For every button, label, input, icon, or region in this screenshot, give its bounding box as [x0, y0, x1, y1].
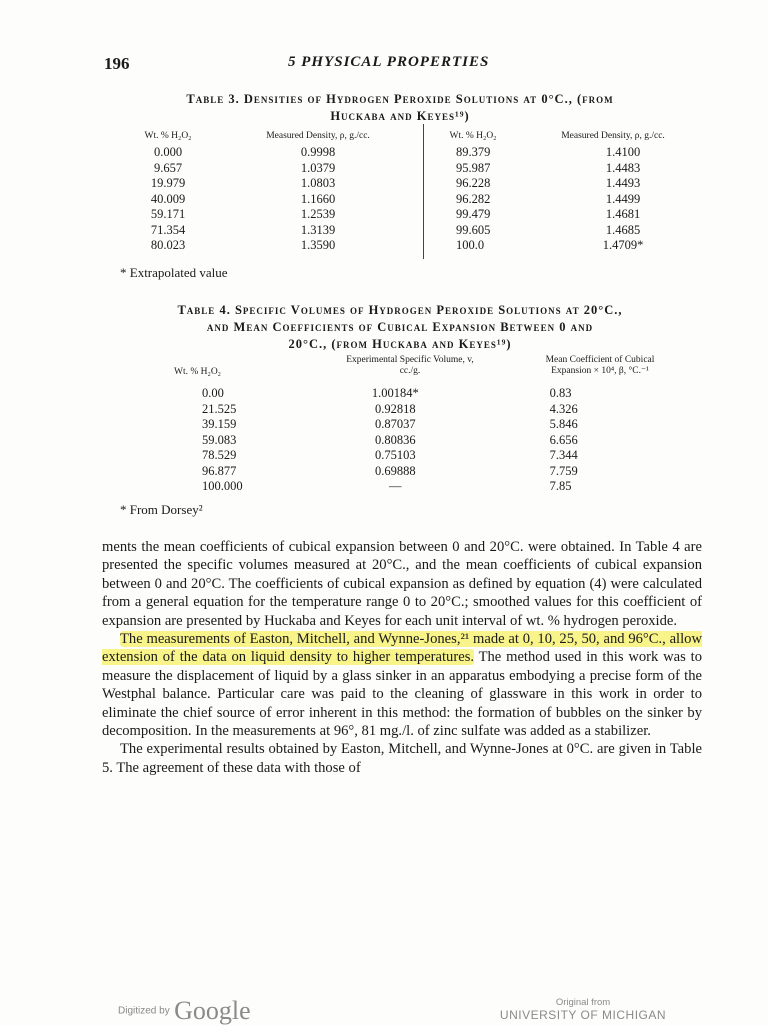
table3-cell: 1.4681 — [605, 207, 641, 222]
paragraph-3: The experimental results obtained by Easton, Mitchell, and Wynne-Jones at 0°C. are given in Table 5. The agreement of these data with those of — [102, 741, 702, 776]
table4-body — [160, 386, 660, 495]
google-logo: Google — [174, 996, 251, 1025]
table4-cell: 21.525 — [202, 401, 237, 416]
table4 — [160, 386, 660, 495]
table3-row — [128, 161, 708, 177]
table4-header-col3-line1: Mean Coefficient of Cubical — [545, 355, 655, 365]
table3 — [128, 127, 708, 254]
table4-cell: 0.75103 — [374, 448, 416, 463]
table4-caption-line3: 20°C., (from Huckaba and Keyes¹⁹) — [288, 337, 512, 351]
table3-cell: 99.479 — [456, 207, 491, 222]
table4-cell: 7.344 — [549, 448, 578, 463]
table3-caption — [110, 91, 690, 125]
table4-header-col2-line2: cc./g. — [399, 366, 421, 376]
table3-cell: 59.171 — [150, 207, 186, 222]
table4-cell: 5.846 — [549, 417, 578, 432]
table4-caption-line1: Table 4. Specific Volumes of Hydrogen Peroxide Solutions at 20°C., — [177, 303, 623, 317]
table4-header-col1: Wt. % H₂O₂ — [174, 367, 221, 377]
table4-cell: 0.00 — [202, 386, 224, 401]
table4-cell: 4.326 — [549, 401, 578, 416]
table3-header: Measured Density, ρ, g./cc. — [561, 131, 665, 141]
table4-caption — [100, 302, 700, 353]
table4-row — [160, 433, 660, 449]
table3-cell: 99.605 — [456, 222, 491, 237]
original-from — [498, 997, 668, 1022]
table3-cell: 1.0803 — [300, 176, 336, 191]
running-head: 5 PHYSICAL PROPERTIES — [288, 54, 490, 70]
paragraph-2 — [102, 630, 702, 740]
table4-cell: 78.529 — [202, 448, 237, 463]
table4-cell: 6.656 — [549, 432, 578, 447]
table4-row — [160, 417, 660, 433]
table4-header-col2 — [300, 355, 520, 377]
table3-cell: 1.3139 — [300, 222, 336, 237]
table3-caption-line2: Huckaba and Keyes¹⁹) — [330, 109, 470, 123]
table3-row — [128, 192, 708, 208]
table3-cell: 1.4499 — [605, 191, 641, 206]
body-text — [102, 538, 702, 777]
digitized-by-label: Digitized by — [118, 1005, 170, 1017]
table3-cell: 19.979 — [150, 176, 186, 191]
table3-body — [128, 145, 708, 254]
table4-cell: 59.083 — [202, 432, 237, 447]
table4-cell: 39.159 — [202, 417, 237, 432]
table3-row — [128, 238, 708, 254]
university-of-michigan: UNIVERSITY OF MICHIGAN — [499, 1008, 667, 1022]
table4-header-col2-line1: Experimental Specific Volume, v, — [346, 355, 474, 365]
table3-header: Wt. % H₂O₂ — [144, 131, 192, 141]
table4-cell: 7.759 — [549, 463, 578, 478]
table3-caption-line1: Table 3. Densities of Hydrogen Peroxide Solutions at 0°C., (from — [186, 92, 614, 106]
table4-cell: 0.92818 — [374, 401, 416, 416]
table3-cell: 0.000 — [153, 145, 183, 160]
page-number: 196 — [104, 54, 130, 73]
table3-row — [128, 145, 708, 161]
table4-row — [160, 386, 660, 402]
table4-row — [160, 402, 660, 418]
digitized-by-google — [118, 996, 251, 1026]
table4-row — [160, 464, 660, 480]
table3-cell: 89.379 — [456, 145, 491, 160]
table3-cell: 1.4493 — [605, 176, 641, 191]
paragraph-2-rest: The method used in this work was to measure the displacement of liquid by a glass sinker in an apparatus embodying a precise form of the Westphal balance. Particular care was paid to the cleaning of glassware in this work in order to eliminate the chief source of error inherent in this method: the formation of bubbles on the sinker by decomposition. In the measurements at 96°, 81 mg./l. of zinc sulfate was added as a stabilizer. — [102, 649, 702, 740]
table3-cell: 1.4685 — [605, 222, 641, 237]
table4-cell: 0.69888 — [374, 463, 416, 478]
table3-cell: 80.023 — [150, 238, 186, 253]
table4-cell: 1.00184* — [371, 386, 419, 401]
table3-divider — [423, 124, 424, 259]
table3-cell: 96.282 — [456, 191, 491, 206]
table3-header: Wt. % H₂O₂ — [449, 131, 497, 141]
table4-cell: 7.85 — [549, 479, 572, 494]
table3-cell: 1.1660 — [300, 191, 336, 206]
table3-row — [128, 207, 708, 223]
table4-cell: 0.87037 — [374, 417, 416, 432]
table4-cell: 100.000 — [202, 479, 243, 494]
highlighted-text: The measurements of Easton, Mitchell, and Wynne-Jones,²¹ made at 0, 10, 25, 50, and 96°C., allow extension of the data on liquid density to higher temperatures. — [102, 631, 702, 666]
table3-row — [128, 176, 708, 192]
table3-cell: 9.657 — [153, 160, 183, 175]
table4-row — [160, 479, 660, 495]
paragraph-1: ments the mean coefficients of cubical expansion between 0 and 20°C. were obtained. In Table 4 are presented the specific volumes measured at 20°C., and the mean coefficients of cubical expansion between 0 and 20°C. The coefficients of cubical expansion as defined by equation (4) were calculated from a general equation for the temperature range 0 to 20°C.; smoothed values for this coefficient of expansion are presented by Huckaba and Keyes for each unit interval of wt. % hydrogen peroxide. — [102, 539, 702, 629]
table3-cell: 1.4483 — [605, 160, 641, 175]
table3-row — [128, 223, 708, 239]
table4-cell: — — [389, 479, 402, 494]
table3-cell: 1.2539 — [300, 207, 336, 222]
table4-caption-line2: and Mean Coefficients of Cubical Expansion Between 0 and — [206, 320, 594, 334]
table3-cell: 40.009 — [150, 191, 186, 206]
table4-cell: 0.83 — [549, 386, 572, 401]
table4-header-col3-line2: Expansion × 10⁴, β, °C.⁻¹ — [551, 366, 649, 376]
table3-cell: 1.4709* — [602, 238, 644, 253]
table4-cell: 0.80836 — [374, 432, 416, 447]
table3-cell: 96.228 — [456, 176, 491, 191]
table3-footnote: * Extrapolated value — [120, 265, 228, 280]
table3-cell: 100.0 — [456, 238, 485, 253]
table4-row — [160, 448, 660, 464]
table3-cell: 95.987 — [456, 160, 491, 175]
table4-header-col3 — [510, 355, 690, 377]
table4-footnote: * From Dorsey² — [120, 502, 203, 517]
table3-cell: 0.9998 — [300, 145, 336, 160]
table3-cell: 1.3590 — [300, 238, 336, 253]
table3-cell: 1.0379 — [300, 160, 336, 175]
table3-cell: 71.354 — [150, 222, 186, 237]
table3-header: Measured Density, ρ, g./cc. — [266, 131, 370, 141]
table3-cell: 1.4100 — [605, 145, 641, 160]
table4-cell: 96.877 — [202, 463, 237, 478]
original-from-label: Original from — [555, 997, 611, 1008]
